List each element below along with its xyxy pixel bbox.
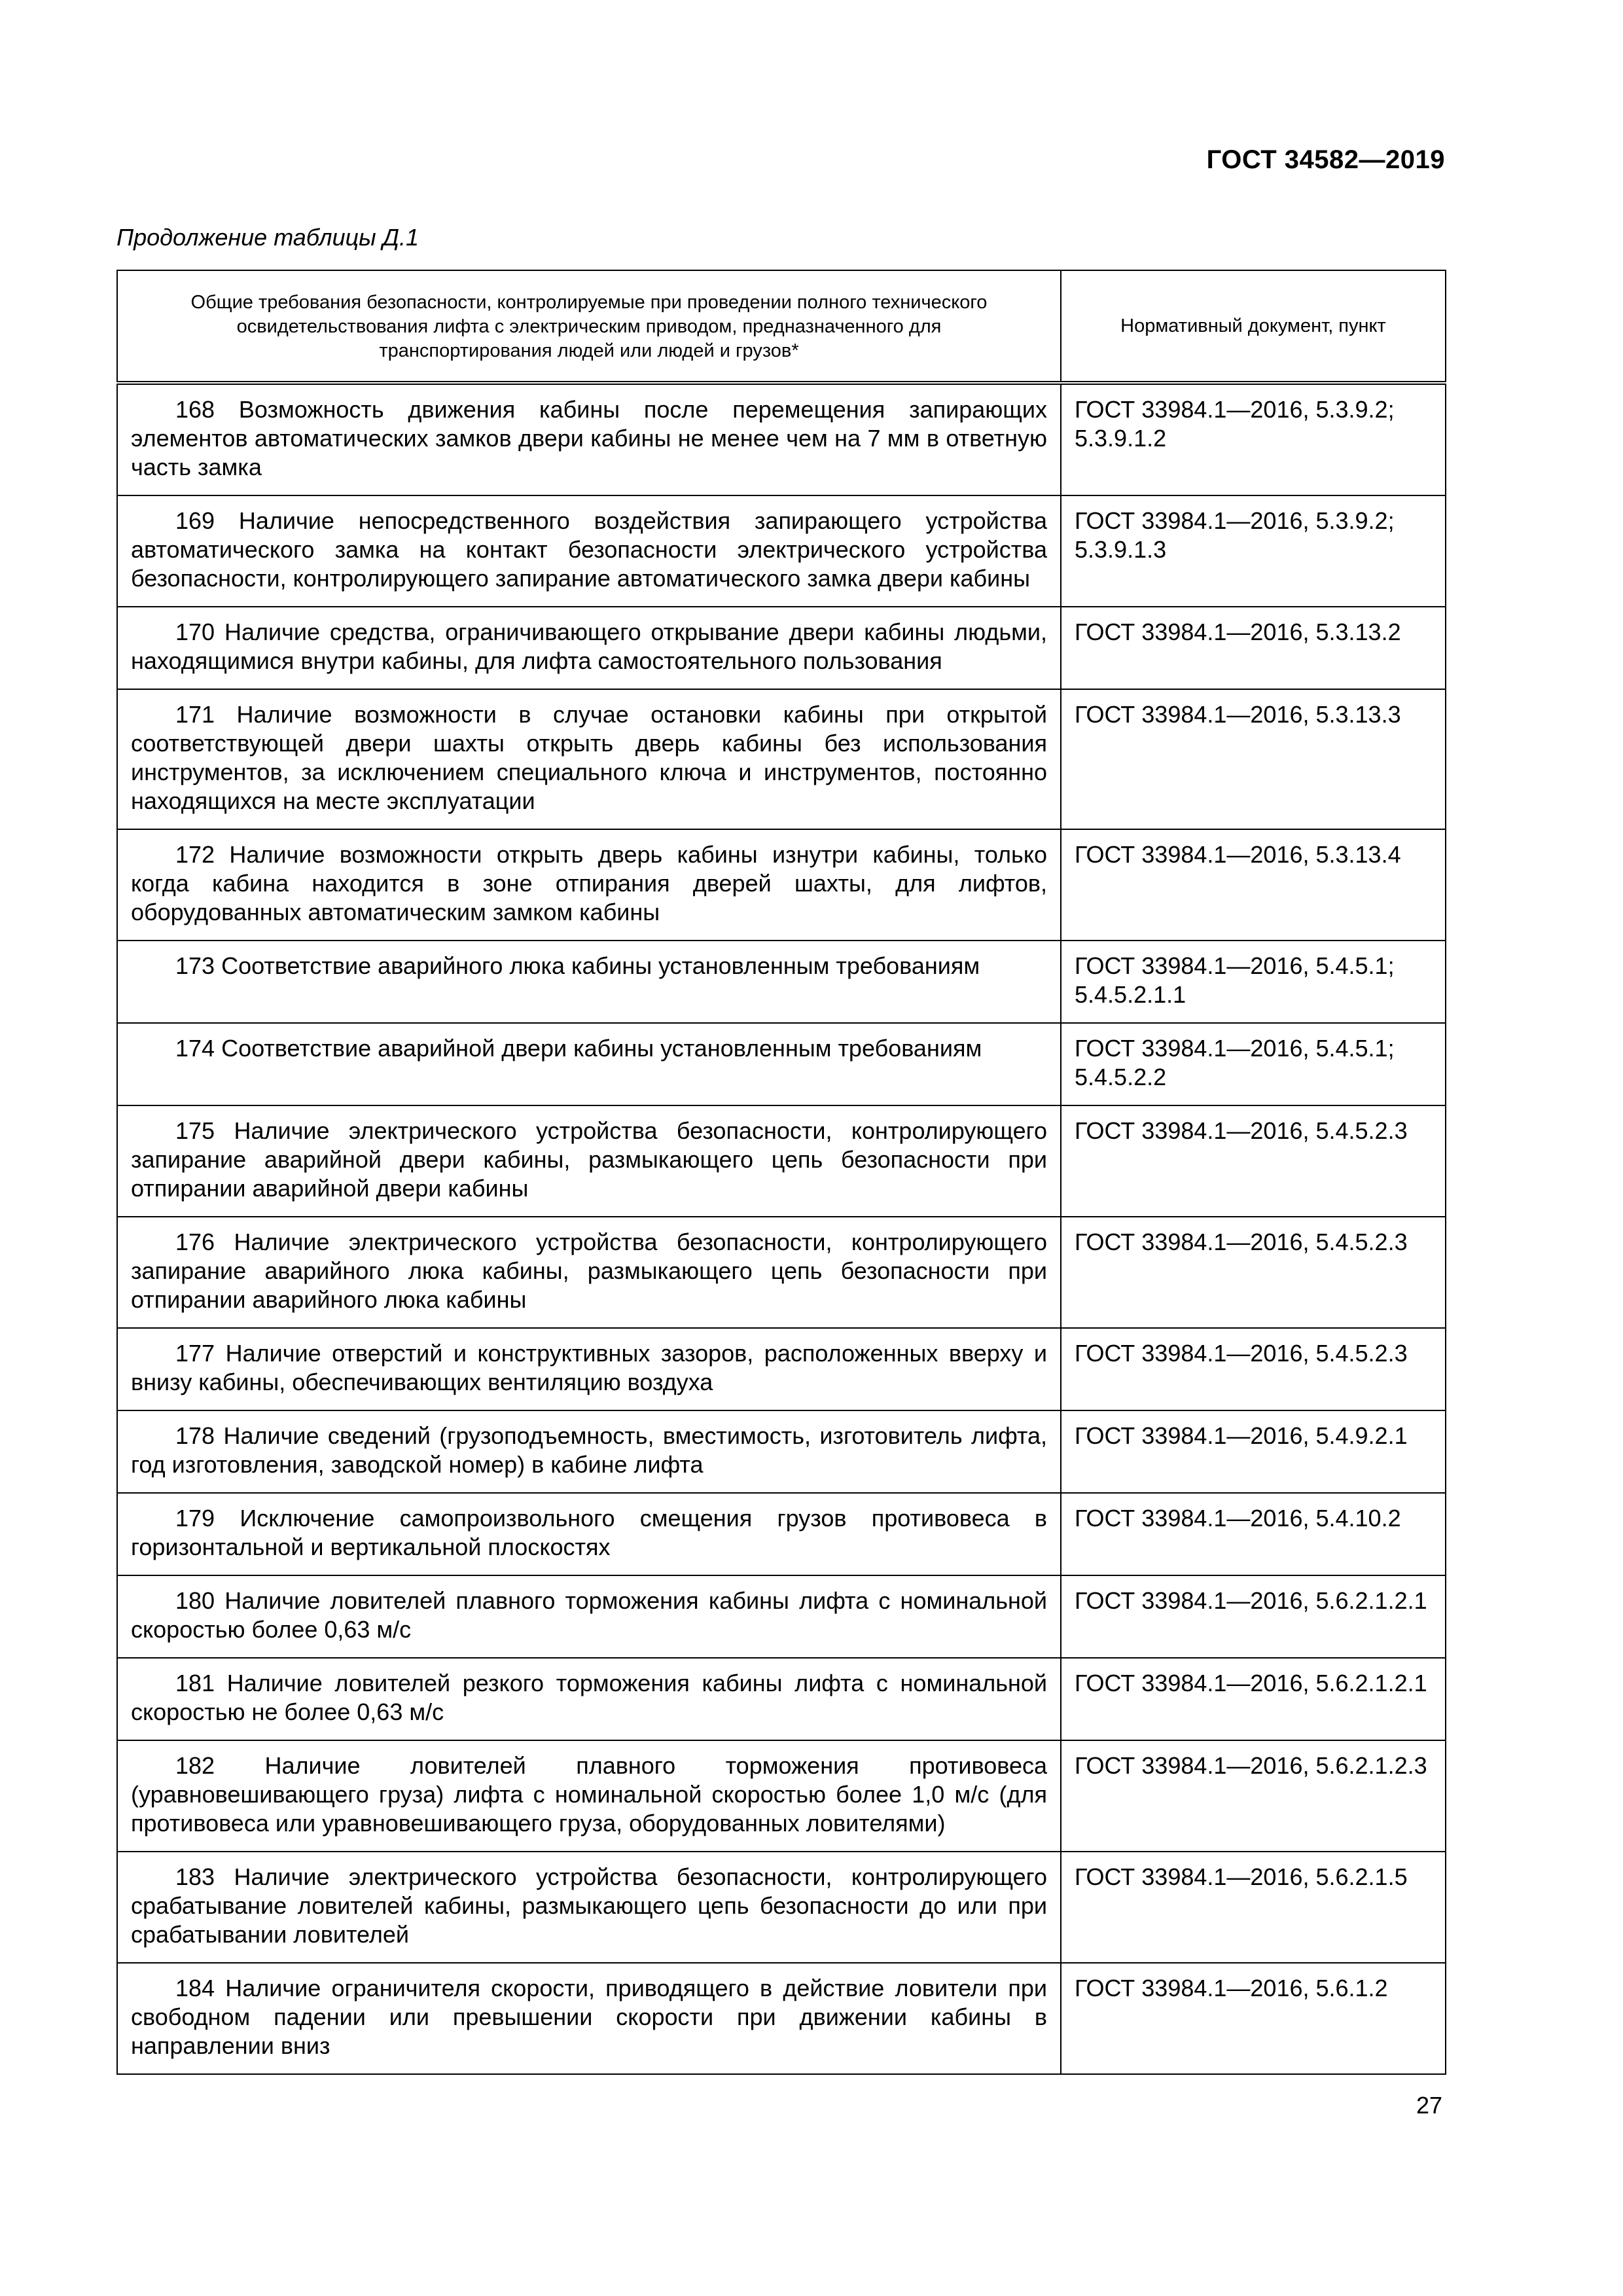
table-row [117, 1963, 1446, 2074]
requirement-cell: 174 Соответствие аварийной двери кабины установленным требованиям [117, 1023, 1061, 1105]
requirements-table [116, 270, 1446, 2075]
reference-cell: ГОСТ 33984.1—2016, 5.6.2.1.2.1 [1061, 1575, 1446, 1658]
table-row [117, 689, 1446, 829]
reference-cell: ГОСТ 33984.1—2016, 5.3.9.2; 5.3.9.1.3 [1061, 495, 1446, 607]
reference-cell: ГОСТ 33984.1—2016, 5.4.5.2.3 [1061, 1328, 1446, 1410]
reference-cell: ГОСТ 33984.1—2016, 5.4.5.2.3 [1061, 1217, 1446, 1328]
table-row [117, 1740, 1446, 1852]
table-row [117, 1658, 1446, 1740]
table-row [117, 829, 1446, 941]
requirement-cell: 176 Наличие электрического устройства безопасности, контролирующего запирание аварийного люка кабины, размыкающего цепь безопасности при отпирании аварийного люка кабины [117, 1217, 1061, 1328]
requirement-cell: 184 Наличие ограничителя скорости, приводящего в действие ловители при свободном падении или превышении скорости при движении кабины в направлении вниз [117, 1963, 1061, 2074]
document-standard-code: ГОСТ 34582—2019 [1206, 145, 1445, 174]
table-row [117, 1575, 1446, 1658]
table-row [117, 1328, 1446, 1410]
requirement-cell: 178 Наличие сведений (грузоподъемность, вместимость, изготовитель лифта, год изготовления, заводской номер) в кабине лифта [117, 1410, 1061, 1493]
table-row [117, 495, 1446, 607]
table-caption: Продолжение таблицы Д.1 [116, 224, 419, 251]
table-row [117, 1493, 1446, 1575]
requirement-cell: 170 Наличие средства, ограничивающего открывание двери кабины людьми, находящимися внутри кабины, для лифта самостоятельного пользования [117, 607, 1061, 689]
table-row [117, 1217, 1446, 1328]
requirement-cell: 181 Наличие ловителей резкого торможения кабины лифта с номинальной скоростью не более 0,63 м/с [117, 1658, 1061, 1740]
requirement-cell: 177 Наличие отверстий и конструктивных зазоров, расположенных вверху и внизу кабины, обеспечивающих вентиляцию воздуха [117, 1328, 1061, 1410]
requirement-cell: 172 Наличие возможности открыть дверь кабины изнутри кабины, только когда кабина находится в зоне отпирания дверей шахты, для лифтов, оборудованных автоматическим замком кабины [117, 829, 1061, 941]
requirement-cell: 175 Наличие электрического устройства безопасности, контролирующего запирание аварийной двери кабины, размыкающего цепь безопасности при отпирании аварийной двери кабины [117, 1105, 1061, 1217]
column-header-reference: Нормативный документ, пункт [1061, 270, 1446, 383]
table-row [117, 941, 1446, 1023]
table-row [117, 1023, 1446, 1105]
requirement-cell: 182 Наличие ловителей плавного торможения противовеса (уравновешивающего груза) лифта с номинальной скоростью более 1,0 м/с (для противовеса или уравновешивающего груза, оборудованных ловителями) [117, 1740, 1061, 1852]
reference-cell: ГОСТ 33984.1—2016, 5.4.9.2.1 [1061, 1410, 1446, 1493]
requirement-cell: 169 Наличие непосредственного воздействия запирающего устройства автоматического замка на контакт безопасности электрического устройства безопасности, контролирующего запирание автоматического замка двери кабины [117, 495, 1061, 607]
reference-cell: ГОСТ 33984.1—2016, 5.3.13.4 [1061, 829, 1446, 941]
table-header-row [117, 270, 1446, 383]
requirement-cell: 171 Наличие возможности в случае остановки кабины при открытой соответствующей двери шахты открыть дверь кабины без использования инструментов, за исключением специального ключа и инструментов, постоянно находящихся на месте эксплуатации [117, 689, 1061, 829]
reference-cell: ГОСТ 33984.1—2016, 5.4.10.2 [1061, 1493, 1446, 1575]
table-row [117, 1410, 1446, 1493]
reference-cell: ГОСТ 33984.1—2016, 5.3.9.2; 5.3.9.1.2 [1061, 383, 1446, 495]
reference-cell: ГОСТ 33984.1—2016, 5.3.13.2 [1061, 607, 1446, 689]
table-row [117, 607, 1446, 689]
reference-cell: ГОСТ 33984.1—2016, 5.6.2.1.5 [1061, 1852, 1446, 1963]
requirement-cell: 173 Соответствие аварийного люка кабины установленным требованиям [117, 941, 1061, 1023]
requirement-cell: 168 Возможность движения кабины после перемещения запирающих элементов автоматических замков двери кабины не менее чем на 7 мм в ответную часть замка [117, 383, 1061, 495]
table-row [117, 1852, 1446, 1963]
table-row [117, 1105, 1446, 1217]
column-header-requirements: Общие требования безопасности, контролируемые при проведении полного технического освидетельствования лифта с электрическим приводом, предназначенного для транспортирования людей или людей и грузов* [117, 270, 1061, 383]
table-row [117, 383, 1446, 495]
page-number: 27 [1416, 2092, 1442, 2119]
reference-cell: ГОСТ 33984.1—2016, 5.4.5.1; 5.4.5.2.1.1 [1061, 941, 1446, 1023]
requirement-cell: 180 Наличие ловителей плавного торможения кабины лифта с номинальной скоростью более 0,63 м/с [117, 1575, 1061, 1658]
reference-cell: ГОСТ 33984.1—2016, 5.3.13.3 [1061, 689, 1446, 829]
requirement-cell: 183 Наличие электрического устройства безопасности, контролирующего срабатывание ловителей кабины, размыкающего цепь безопасности до или при срабатывании ловителей [117, 1852, 1061, 1963]
reference-cell: ГОСТ 33984.1—2016, 5.6.2.1.2.3 [1061, 1740, 1446, 1852]
reference-cell: ГОСТ 33984.1—2016, 5.6.1.2 [1061, 1963, 1446, 2074]
requirement-cell: 179 Исключение самопроизвольного смещения грузов противовеса в горизонтальной и вертикальной плоскостях [117, 1493, 1061, 1575]
reference-cell: ГОСТ 33984.1—2016, 5.4.5.1; 5.4.5.2.2 [1061, 1023, 1446, 1105]
reference-cell: ГОСТ 33984.1—2016, 5.6.2.1.2.1 [1061, 1658, 1446, 1740]
reference-cell: ГОСТ 33984.1—2016, 5.4.5.2.3 [1061, 1105, 1446, 1217]
